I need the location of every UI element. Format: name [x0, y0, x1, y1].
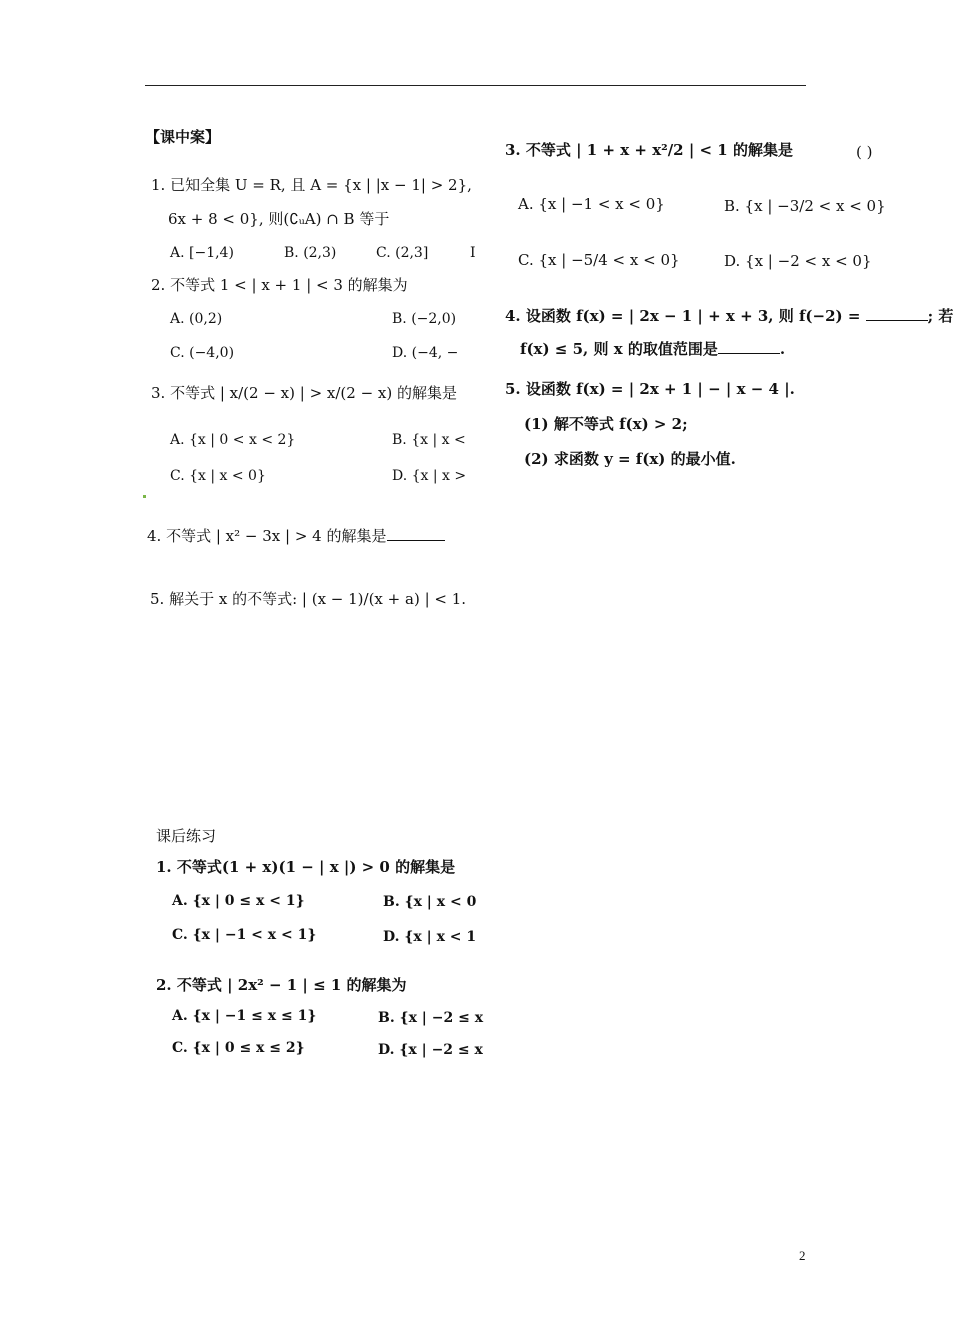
right-q3-option-b: B. {x | −3/2 < x < 0}	[724, 197, 886, 215]
after-q2-option-c: C. {x | 0 ≤ x ≤ 2}	[172, 1040, 305, 1056]
left-q5-stem: 5. 解关于 x 的不等式: | (x − 1)/(x + a) | < 1.	[150, 590, 467, 608]
answer-blank	[866, 306, 928, 321]
right-q5-part2: (2) 求函数 y = f(x) 的最小值.	[524, 450, 736, 468]
after-q1-option-b: B. {x | x < 0	[383, 894, 477, 910]
right-q4-line2-text: f(x) ≤ 5, 则 x 的取值范围是	[520, 340, 718, 358]
after-q1-option-d: D. {x | x < 1	[383, 929, 477, 945]
section-title: 【课中案】	[145, 128, 221, 146]
after-q1-option-a: A. {x | 0 ≤ x < 1}	[172, 893, 305, 909]
right-q3-stem: 3. 不等式 | 1 + x + x²/2 | < 1 的解集是	[505, 141, 793, 159]
right-q5-stem: 5. 设函数 f(x) = | 2x + 1 | − | x − 4 |.	[505, 380, 795, 398]
page-number: 2	[799, 1248, 806, 1263]
left-q4-stem: 4. 不等式 | x² − 3x | > 4 的解集是	[147, 527, 387, 545]
right-q4-end: .	[779, 340, 786, 358]
left-q1-option-b: B. (2,3)	[284, 245, 337, 261]
left-q3-stem: 3. 不等式 | x/(2 − x) | > x/(2 − x) 的解集是	[151, 384, 458, 402]
left-q4	[147, 526, 445, 545]
right-q4-line1	[505, 306, 953, 325]
right-q3-option-a: A. {x | −1 < x < 0}	[518, 195, 665, 213]
left-q2-option-c: C. (−4,0)	[170, 345, 235, 361]
left-q1-option-a: A. [−1,4)	[170, 245, 234, 261]
right-q4-text: 4. 设函数 f(x) = | 2x − 1 | + x + 3, 则 f(−2) =	[505, 307, 861, 325]
right-q3-answer-paren: ( )	[856, 143, 873, 161]
answer-blank	[387, 526, 445, 541]
left-q3-option-d: D. {x | x >	[392, 468, 467, 484]
left-q1-line1: 1. 已知全集 U = R, 且 A = {x | |x − 1| > 2},	[151, 176, 472, 194]
right-q3-option-c: C. {x | −5/4 < x < 0}	[518, 251, 680, 269]
left-q3-option-b: B. {x | x <	[392, 432, 466, 448]
right-q5-part1: (1) 解不等式 f(x) > 2;	[524, 415, 688, 433]
left-q3-option-c: C. {x | x < 0}	[170, 468, 266, 484]
header-rule	[145, 85, 806, 86]
after-q1-stem: 1. 不等式(1 + x)(1 − | x |) > 0 的解集是	[156, 858, 456, 876]
right-q3-option-d: D. {x | −2 < x < 0}	[724, 252, 872, 270]
after-q1-option-c: C. {x | −1 < x < 1}	[172, 927, 317, 943]
right-q4-line2	[520, 339, 785, 358]
after-q2-option-d: D. {x | −2 ≤ x	[378, 1042, 483, 1058]
left-q2-option-d: D. (−4, −	[392, 345, 459, 361]
right-q4-after-blank: ; 若	[927, 307, 953, 325]
left-q1-option-d: I	[470, 245, 476, 261]
left-q2-option-b: B. (−2,0)	[392, 311, 457, 327]
left-q1-line2: 6x + 8 < 0}, 则(∁ᵤA) ∩ B 等于	[168, 210, 390, 228]
after-class-title: 课后练习	[156, 827, 217, 845]
left-q1-option-c: C. (2,3]	[376, 245, 429, 261]
left-q2-option-a: A. (0,2)	[170, 311, 223, 327]
left-q2-stem: 2. 不等式 1 < | x + 1 | < 3 的解集为	[151, 276, 408, 294]
after-q2-stem: 2. 不等式 | 2x² − 1 | ≤ 1 的解集为	[156, 976, 407, 994]
answer-blank	[718, 339, 780, 354]
after-q2-option-b: B. {x | −2 ≤ x	[378, 1010, 484, 1026]
left-q3-option-a: A. {x | 0 < x < 2}	[170, 432, 296, 448]
stray-mark	[143, 495, 146, 498]
after-q2-option-a: A. {x | −1 ≤ x ≤ 1}	[172, 1008, 317, 1024]
